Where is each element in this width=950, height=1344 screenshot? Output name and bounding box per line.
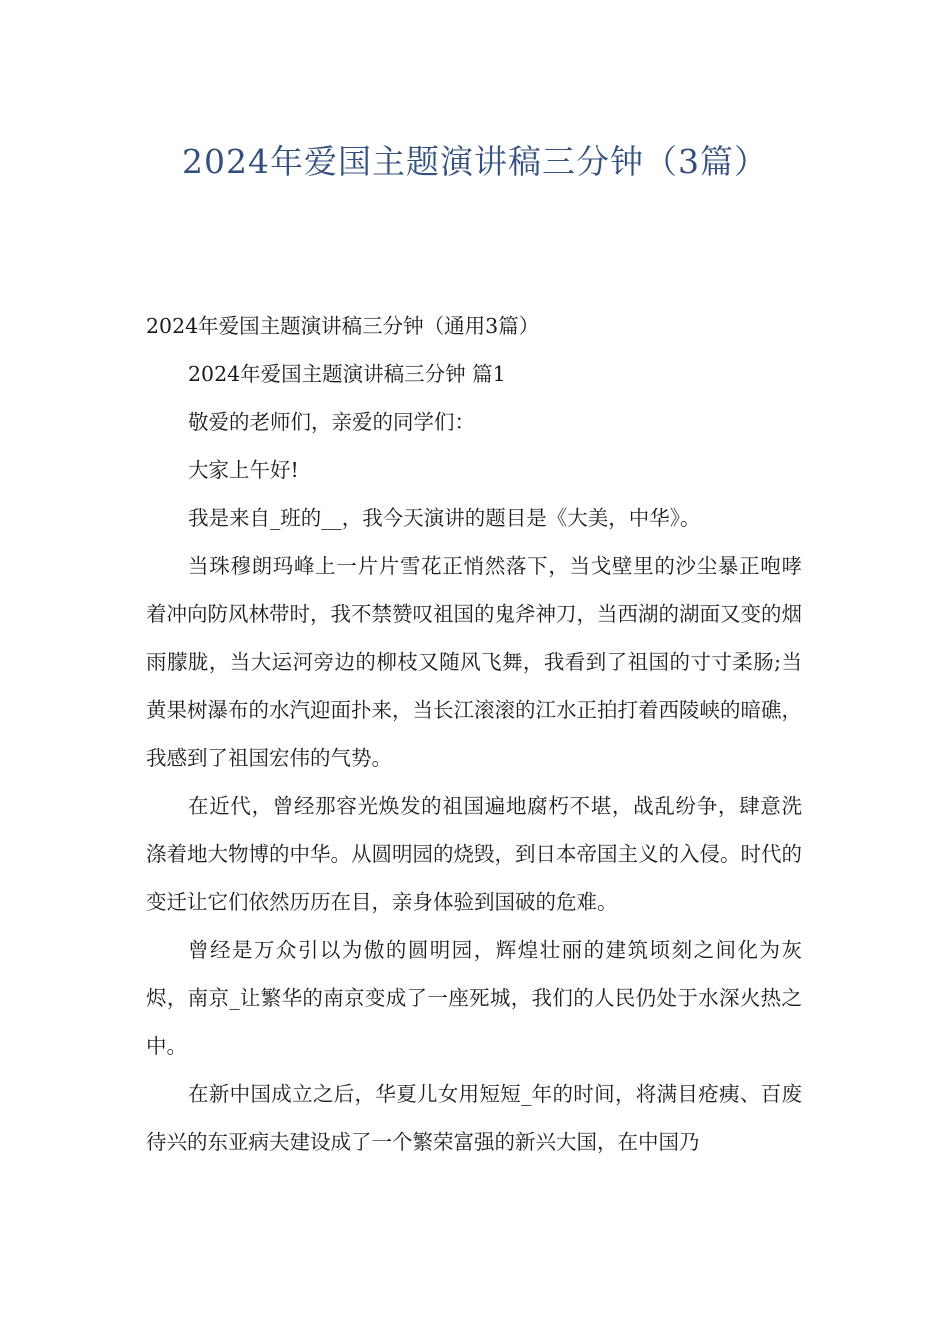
section-heading: 2024年爱国主题演讲稿三分钟 篇1	[188, 362, 506, 386]
body-paragraph: 当珠穆朗玛峰上一片片雪花正悄然落下，当戈壁里的沙尘暴正咆哮着冲向防风林带时，我不禁赞叹祖国的鬼斧神刀，当西湖的湖面又变的烟雨朦胧，当大运河旁边的柳枝又随风飞舞，我看到了祖国的寸寸柔肠;当黄果树瀑布的水汽迎面扑来，当长江滚滚的江水正拍打着西陵峡的暗礁，我感到了祖国宏伟的气势。	[146, 554, 802, 770]
document-title: 2024年爱国主题演讲稿三分钟（3篇）	[182, 142, 768, 181]
subtitle-paragraph: 2024年爱国主题演讲稿三分钟（通用3篇）	[146, 314, 540, 338]
body-paragraph: 在新中国成立之后，华夏儿女用短短_年的时间，将满目疮痍、百废待兴的东亚病夫建设成了一个繁荣富强的新兴大国，在中国乃	[146, 1082, 802, 1154]
document-body	[146, 302, 802, 1166]
greeting-paragraph: 大家上午好!	[188, 458, 299, 482]
body-paragraph: 在近代，曾经那容光焕发的祖国遍地腐朽不堪，战乱纷争，肆意洗涤着地大物博的中华。从圆明园的烧毁，到日本帝国主义的入侵。时代的变迁让它们依然历历在目，亲身体验到国破的危难。	[146, 794, 802, 914]
body-paragraph: 曾经是万众引以为傲的圆明园，辉煌壮丽的建筑顷刻之间化为灰烬，南京_让繁华的南京变成了一座死城，我们的人民仍处于水深火热之中。	[146, 938, 802, 1058]
intro-paragraph: 我是来自_班的__，我今天演讲的题目是《大美，中华》。	[188, 506, 701, 530]
salutation-paragraph: 敬爱的老师们，亲爱的同学们：	[188, 410, 475, 434]
